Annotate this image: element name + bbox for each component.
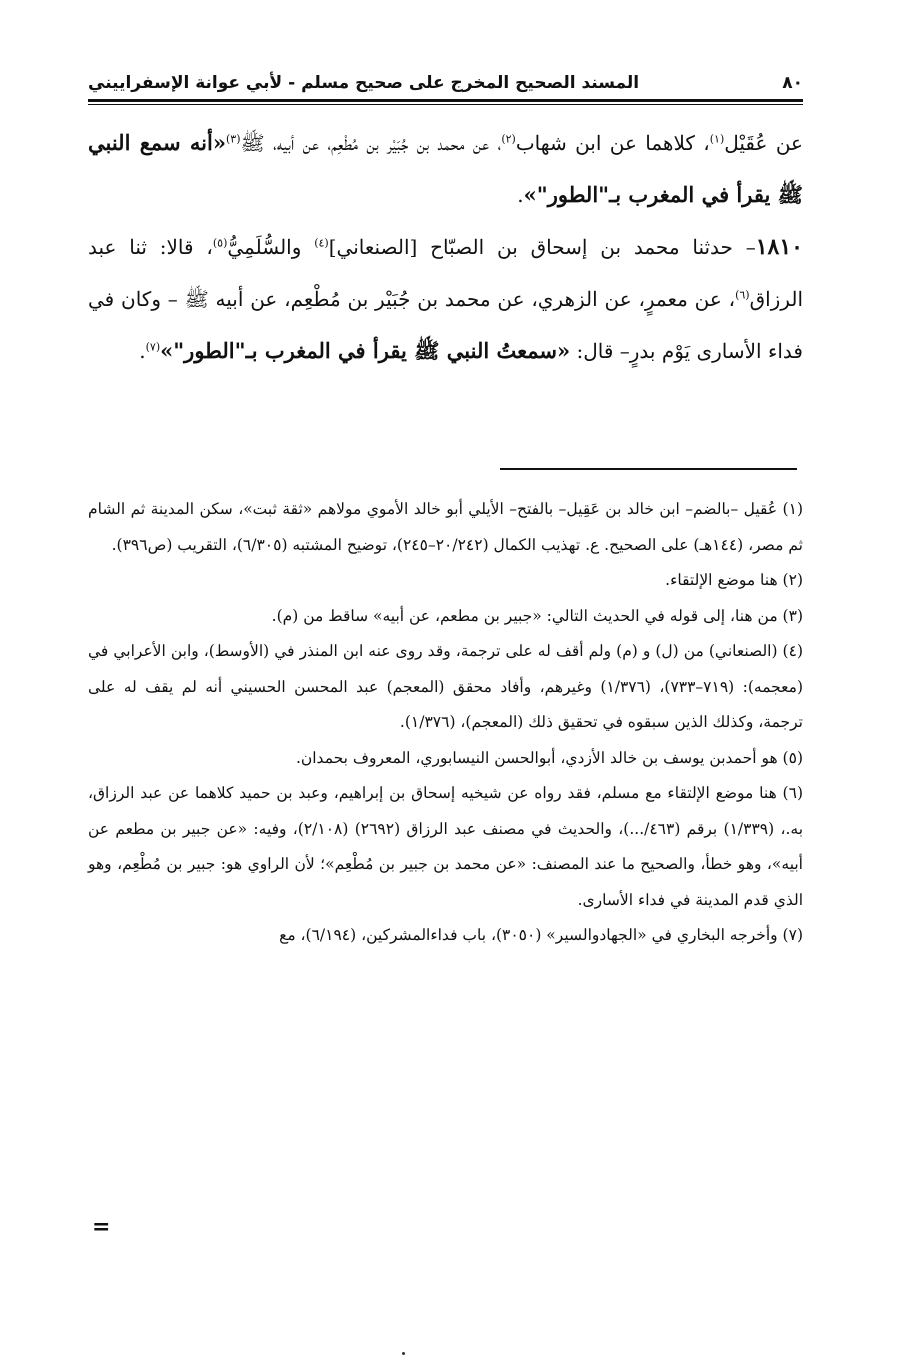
hadith-quote: «سمعتُ النبي ﷺ يقرأ في المغرب بـ"الطور"» — [160, 338, 571, 363]
header-rule-thin — [88, 104, 803, 105]
paragraph-1 — [88, 117, 803, 221]
p2-text: والسُّلَمِيُّ — [227, 235, 315, 259]
p2-text: . — [139, 339, 146, 363]
main-text — [88, 117, 803, 377]
paragraph-2 — [88, 221, 803, 377]
scan-speck — [402, 1352, 405, 1355]
footnote-7: (٧) وأخرجه البخاري في «الجهادوالسير» (٣٠٥٠)، باب فداءالمشركين، (٦/١٩٤)، مع — [279, 926, 803, 944]
footnote-5: (٥) هو أحمدبن يوسف بن خالد الأزدي، أبوالحسن النيسابوري، المعروف بحمدان. — [295, 748, 803, 767]
hadith-quote: «أنه سمع النبي ﷺ يقرأ في المغرب بـ"الطور"» — [88, 130, 803, 207]
footnote-ref[interactable]: (٥) — [212, 236, 228, 250]
footnote-ref[interactable]: (٧) — [145, 340, 161, 354]
p1-text: عن عُقَيْل — [724, 131, 803, 155]
footnote-1: (١) عُقيل –بالضم– ابن خالد بن عَقِيل– بالفتح– الأيلي أبو خالد الأموي مولاهم «ثقة ثبت»، سكن المدينة ثم الشام ثم مصر، (١٤٤هـ) على الصحيح. ع. تهذيب الكمال (٢٠/٢٤٢–٢٤٥)، توضيح المشتبه (٦/٣٠٥)، التقريب (ص٣٩٦). — [88, 500, 803, 554]
footnote-ref[interactable]: (٣) — [226, 132, 241, 146]
p1-text: ﷺ — [240, 131, 265, 155]
page-header — [88, 70, 803, 96]
hadith-number: ١٨١٠ — [755, 234, 803, 260]
p2-text: ، قالا: ثنا عبد الرزاق — [88, 235, 803, 311]
footnote-ref[interactable]: (٤) — [314, 236, 329, 250]
p2-text: – حدثنا محمد بن إسحاق بن الصبّاح [الصنعاني] — [328, 235, 756, 259]
header-rule-thick — [88, 99, 803, 102]
footnotes — [88, 492, 803, 954]
footnote-2: (٢) هنا موضع الإلتقاء. — [665, 571, 803, 589]
footnote-ref[interactable]: (١) — [709, 132, 725, 146]
running-title: المسند الصحيح المخرج على صحيح مسلم - لأبي عوانة الإسفراييني — [88, 73, 640, 93]
page-number: ٨٠ — [782, 73, 803, 93]
footnote-ref[interactable]: (٢) — [501, 132, 516, 146]
continuation-mark: = — [92, 1214, 111, 1240]
footnote-6: (٦) هنا موضع الإلتقاء مع مسلم، فقد رواه عن شيخيه إسحاق بن إبراهيم، وعبد بن حميد كلاهما عن عبد الرزاق، به.، (١/٣٣٩) برقم (٤٦٣/...)، والحديث في مصنف عبد الرزاق (٢٦٩٢) (٢/١٠٨)، وفيه: «عن جبير بن مطعم عن أبيه»، وهو خطأ، والصحيح ما عند المصنف: «عن محمد بن جبير بن مُطْعِم»؛ لأن الراوي هو: جبير بن مُطْعِم، وهو الذي قدم المدينة في فداء الأسارى. — [88, 784, 804, 909]
paragraph-2-body — [88, 235, 803, 363]
footnote-3: (٣) من هنا، إلى قوله في الحديث التالي: «جبير بن مطعم، عن أبيه» ساقط من (م). — [271, 606, 803, 625]
footnote-separator — [500, 468, 797, 470]
p1-text: ، عن محمد بن جُبَيْر بن مُطْعِم، عن أبيه، — [264, 131, 502, 155]
footnote-ref[interactable]: (٦) — [735, 288, 750, 302]
footnote-4: (٤) (الصنعاني) من (ل) و (م) ولم أقف له على ترجمة، وقد روى عنه ابن المنذر في (الأوسط)، وابن الأعرابي في (معجمه): (٧١٩–٧٣٣)، (١/٣٧٦) وغيرهم، وأفاد محقق (المعجم) عبد المحسن الحسيني أنه لم يقف له على ترجمة، وكذلك الذين سبقوه في تحقيق ذلك (المعجم)، (١/٣٧٦). — [88, 642, 803, 731]
p2-text: ، عن معمرٍ، عن الزهري، عن محمد بن جُبَيْر بن مُطْعِم، عن أبيه ﷺ – وكان في فداء الأسارى يَوْم بدرٍ– قال: — [88, 287, 803, 363]
p1-text: ، كلاهما عن ابن شهاب — [515, 131, 710, 155]
p1-text: . — [517, 183, 524, 207]
